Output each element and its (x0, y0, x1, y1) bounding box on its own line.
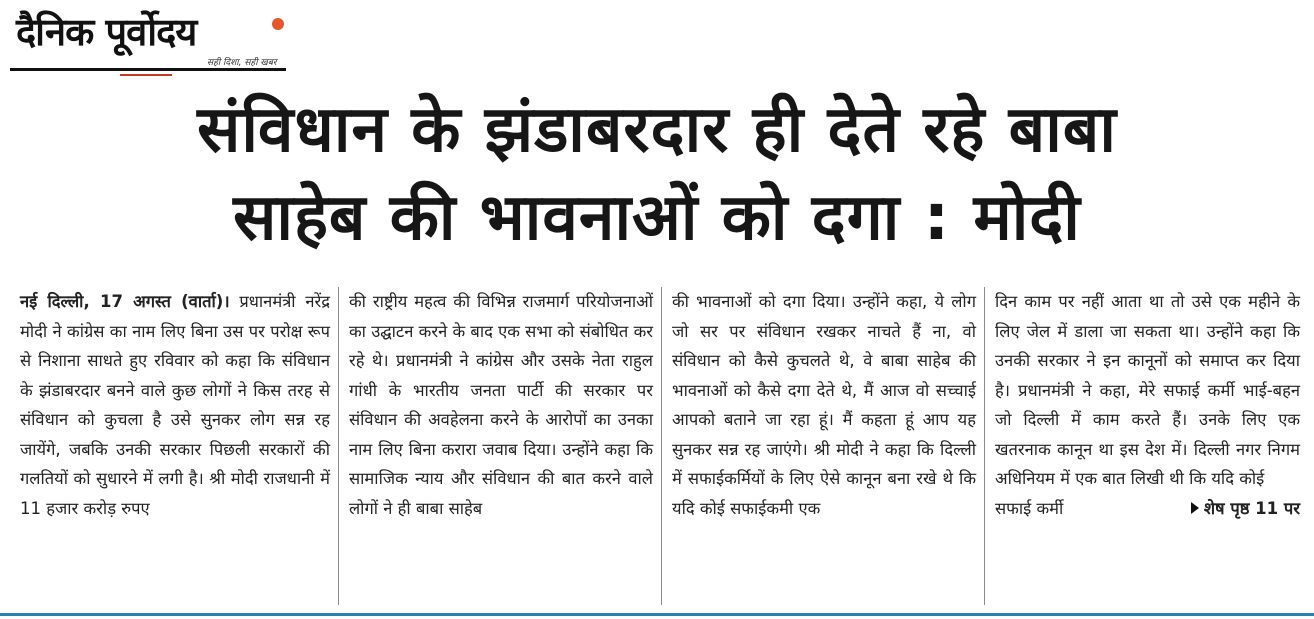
article-column-1 (16, 287, 339, 605)
masthead-logo: दैनिक पूर्वोदय (16, 10, 197, 54)
masthead (10, 8, 286, 74)
article-body (16, 287, 1308, 605)
article-column-4 (985, 287, 1308, 605)
dateline: नई दिल्ली, 17 अगस्त (वार्ता)। (20, 292, 230, 311)
logo-dot-icon (272, 18, 284, 30)
masthead-tagline: सही दिशा, सही खबर (207, 58, 277, 68)
article-column-2 (339, 287, 662, 605)
column-4-text: दिन काम पर नहीं आता था तो उसे एक महीने के लिए जेल में डाला जा सकता था। उन्होंने कहा कि उनकी सरकार ने इन कानूनों को समाप्त कर दिया है। प्रधानमंत्री ने कहा, मेरे सफाई कर्मी भाई-बहन जो दिल्ली में काम करते हैं। उनके लिए एक खतरनाक कानून था इस देश में। दिल्ली नगर निगम अधिनियम में एक बात लिखी थी कि यदि कोई (995, 292, 1300, 488)
column-4-last-line: सफाई कर्मी (995, 498, 1064, 518)
headline-line-1: संविधान के झंडाबरदार ही देते रहे बाबा (197, 93, 1117, 167)
column-2-text: की राष्ट्रीय महत्व की विभिन्न राजमार्ग परियोजनाओं का उद्घाटन करने के बाद एक सभा को संबोधित कर रहे थे। प्रधानमंत्री ने कांग्रेस और उसके नेता राहुल गांधी के भारतीय जनता पार्टी की सरकार पर संविधान की अवहेलना करने के आरोपों का उनका नाम लिए बिना करारा जवाब दिया। उन्होंने कहा कि सामाजिक न्याय और संविधान की बात करने वाले लोगों ने ही बाबा साहेब (349, 292, 653, 518)
masthead-accent-line (120, 74, 172, 76)
headline (0, 86, 1314, 262)
continued-on-page-link[interactable] (1191, 494, 1300, 524)
column-3-text: की भावनाओं को दगा दिया। उन्होंने कहा, ये लोग जो सर पर संविधान रखकर नाचते हैं ना, वो संविधान को कैसे कुचलते थे, वे बाबा साहेब की भावनाओं को कैसे दगा देते थे, मैं आज वो सच्चाई आपको बताने जा रहा हूं। मैं कहता हूं आप यह सुनकर सन्न रह जाएंगे। श्री मोदी ने कहा कि दिल्ली में सफाईकर्मियों के लिए ऐसे कानून बना रखे थे कि यदि कोई सफाईकमी एक (672, 292, 976, 518)
continued-label: शेष पृष्ठ 11 पर (1203, 498, 1300, 518)
article-column-3 (662, 287, 985, 605)
masthead-rule (10, 68, 286, 71)
column-1-text: प्रधानमंत्री नरेंद्र मोदी ने कांग्रेस का नाम लिए बिना उस पर परोक्ष रूप से निशाना साधते हुए रविवार को कहा कि संविधान के झंडाबरदार बनने वाले कुछ लोगों ने किस तरह से संविधान को कुचला है उसे सुनकर लोग सन्न रह जायेंगे, जबकि उनकी सरकार पिछली सरकारों की गलतियों को सुधारने में लगी है। श्री मोदी राजधानी में 11 हजार करोड़ रुपए (20, 292, 330, 518)
bottom-rule (0, 613, 1314, 616)
continuation-row (995, 494, 1300, 524)
arrow-right-icon (1191, 502, 1199, 514)
headline-line-2: साहेब की भावनाओं को दगा : मोदी (233, 181, 1081, 255)
